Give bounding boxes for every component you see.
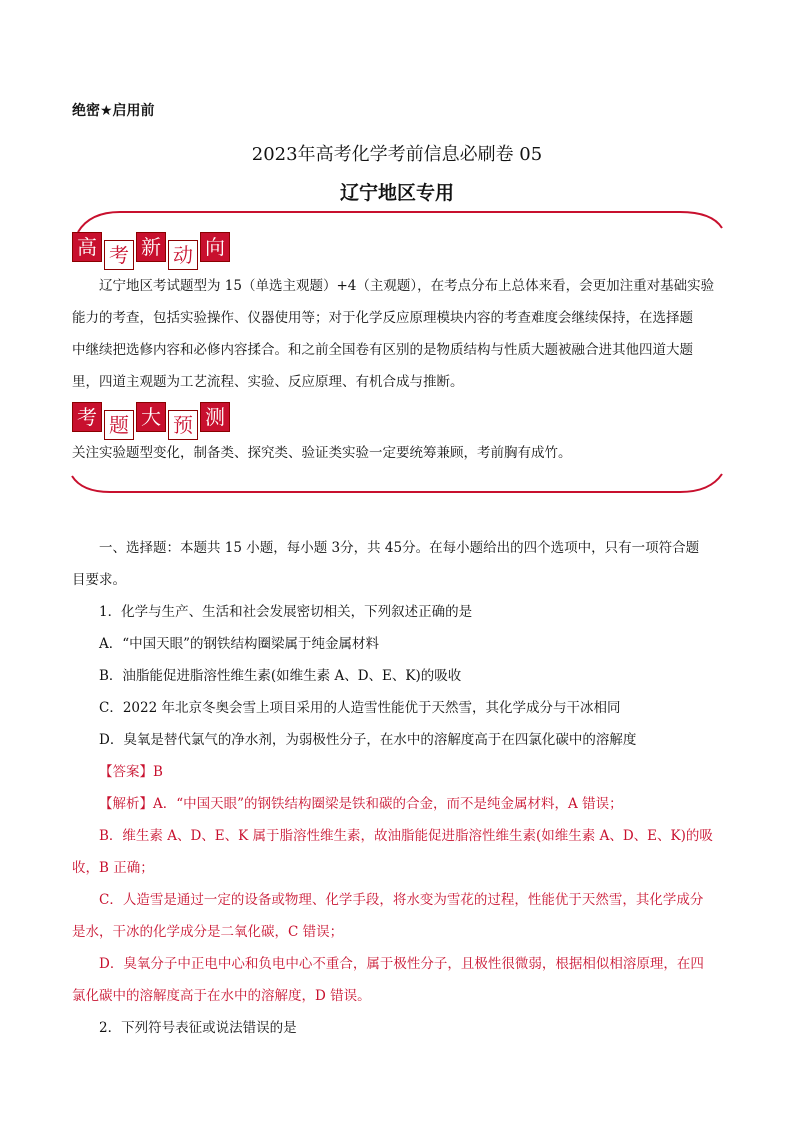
analysis-line: B．维生素 A、D、E、K 属于脂溶性维生素，故油脂能促进脂溶性维生素(如维生素 A、D、E、K)的吸 <box>99 828 713 844</box>
question-stem: 1．化学与生产、生活和社会发展密切相关，下列叙述正确的是 <box>99 604 473 620</box>
bottom-curve <box>72 474 722 492</box>
option-c: C．2022 年北京冬奥会雪上项目采用的人造雪性能优于天然雪，其化学成分与干冰相同 <box>99 700 621 716</box>
option-a: A．“中国天眼”的钢铁结构圈梁属于纯金属材料 <box>99 636 380 652</box>
analysis-line: 是水，干冰的化学成分是二氧化碳，C 错误； <box>72 924 344 940</box>
banner-char: 考 <box>72 402 102 432</box>
paragraph-line: 关注实验题型变化，制备类、探究类、验证类实验一定要统筹兼顾，考前胸有成竹。 <box>72 445 572 461</box>
question-section <box>72 532 722 1044</box>
banner-char: 向 <box>200 232 230 262</box>
banner-char: 题 <box>104 410 134 440</box>
banner-char: 高 <box>72 232 102 262</box>
top-curve <box>78 212 722 232</box>
paragraph-line: 中继续把选修内容和必修内容揉合。和之前全国卷有区别的是物质结构与性质大题被融合进其他四道大题 <box>72 342 693 358</box>
section-intro: 一、选择题：本题共 15 小题，每小题 3分，共 45分。在每小题给出的四个选项中，只有一项符合题 <box>99 540 700 556</box>
answer: 【答案】B <box>99 764 163 780</box>
analysis-line: C．人造雪是通过一定的设备或物理、化学手段，将水变为雪花的过程，性能优于天然雪，其化学成分 <box>99 892 704 908</box>
trend-paragraph <box>72 270 722 398</box>
analysis-line: 氯化碳中的溶解度高于在水中的溶解度，D 错误。 <box>72 988 371 1004</box>
exam-title: 2023年高考化学考前信息必刷卷 05 <box>251 144 543 165</box>
confidential-label: 绝密★启用前 <box>72 103 155 119</box>
analysis-line: 收，B 正确； <box>72 860 154 876</box>
paragraph-line: 里，四道主观题为工艺流程、实验、反应原理、有机合成与推断。 <box>72 374 464 390</box>
paragraph-line: 辽宁地区考试题型为 15（单选主观题）+4（主观题），在考点分布上总体来看，会更加注重对基础实验 <box>99 278 715 294</box>
section-intro-cont: 目要求。 <box>72 572 126 588</box>
prediction-paragraph <box>72 437 722 469</box>
banner-char: 新 <box>136 232 166 262</box>
option-b: B．油脂能促进脂溶性维生素(如维生素 A、D、E、K)的吸收 <box>99 668 462 684</box>
banner-char: 测 <box>200 402 230 432</box>
banner-char: 考 <box>104 240 134 270</box>
analysis-line: D．臭氧分子中正电中心和负电中心不重合，属于极性分子，且极性很微弱，根据相似相溶原理，在四 <box>99 956 704 972</box>
banner-char: 预 <box>168 410 198 440</box>
option-d: D．臭氧是替代氯气的净水剂，为弱极性分子，在水中的溶解度高于在四氯化碳中的溶解度 <box>99 732 637 748</box>
banner-char: 动 <box>168 240 198 270</box>
analysis-line: 【解析】A．“中国天眼”的钢铁结构圈梁是铁和碳的合金，而不是纯金属材料，A 错误； <box>99 796 623 812</box>
question-stem: 2．下列符号表征或说法错误的是 <box>99 1020 297 1036</box>
paragraph-line: 能力的考查，包括实验操作、仪器使用等；对于化学反应原理模块内容的考查难度会继续保持，在选择题 <box>72 310 693 326</box>
section-banner-prediction <box>72 402 230 440</box>
section-banner-trend <box>72 232 230 270</box>
banner-char: 大 <box>136 402 166 432</box>
exam-subtitle: 辽宁地区专用 <box>339 182 454 204</box>
